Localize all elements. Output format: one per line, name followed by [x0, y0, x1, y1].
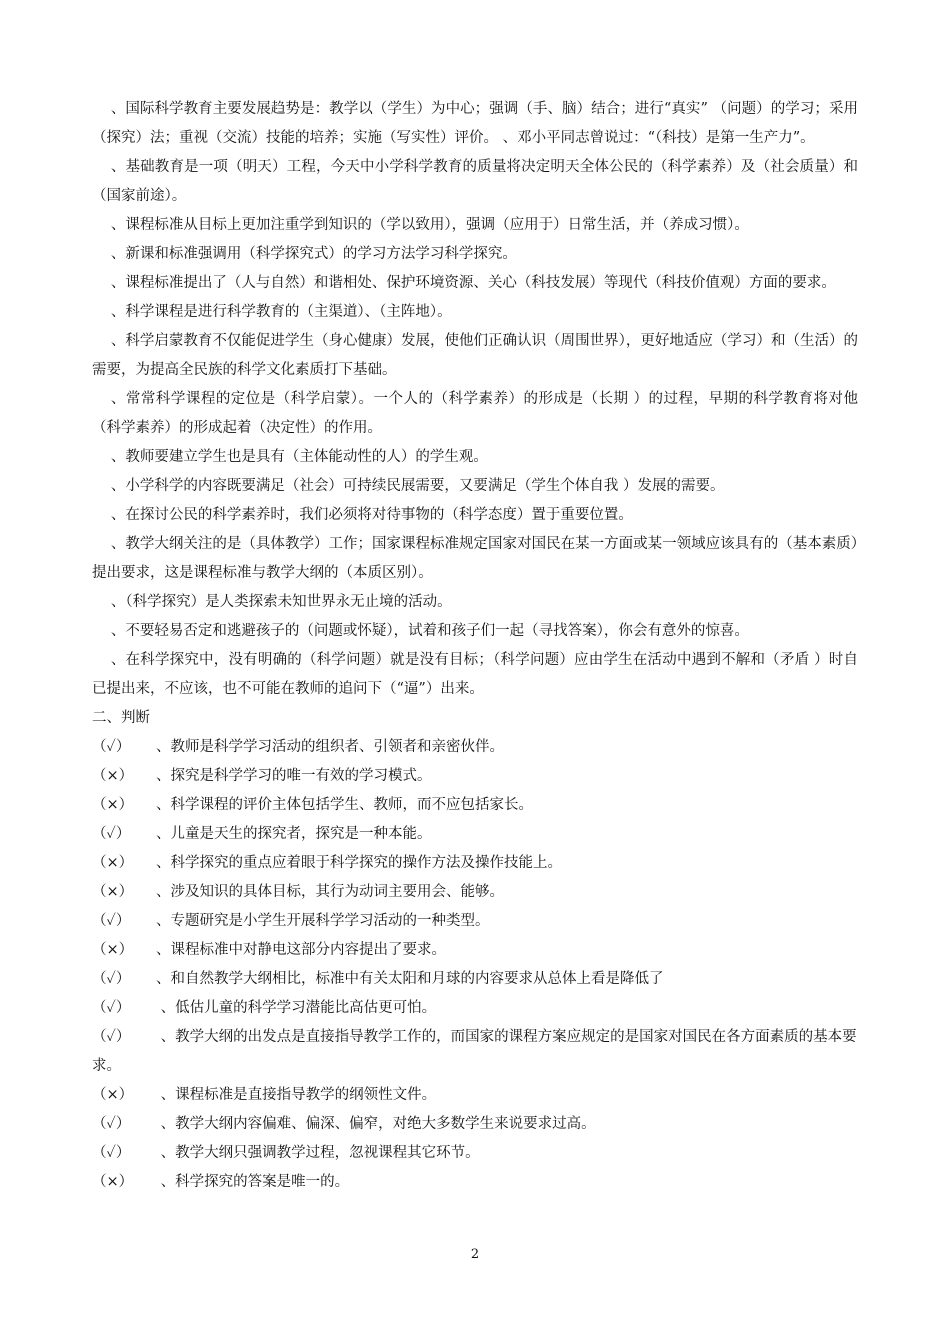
- judge-item: [92, 820, 858, 849]
- judge-mark: （✓）: [92, 826, 131, 842]
- judge-mark: （✓）: [92, 971, 131, 987]
- judge-text: 、教学大纲只强调教学过程，忽视课程其它环节。: [156, 1145, 480, 1161]
- fill-item: 、在科学探究中，没有明确的（科学问题）就是没有目标；（科学问题）应由学生在活动中遇到不解和（矛盾 ）时自已提出来，不应该，也不可能在教师的追问下（“逼”）出来。: [92, 652, 858, 697]
- fill-item: 、课程标准提出了（人与自然）和谐相处、保护环境资源、关心（科技发展）等现代（科技价值观）方面的要求。: [110, 275, 836, 291]
- fill-item: 、基础教育是一项（明天）工程，今天中小学科学教育的质量将决定明天全体公民的（科学素养）及（社会质量）和（国家前途）。: [92, 159, 858, 204]
- judge-text: 、涉及知识的具体目标，其行为动词主要用会、能够。: [156, 884, 504, 900]
- fill-item: 、在探讨公民的科学素养时，我们必须将对待事物的（科学态度）置于重要位置。: [110, 507, 633, 523]
- judge-item: [92, 907, 858, 936]
- judge-item: [92, 1168, 858, 1197]
- judge-item: [92, 994, 858, 1023]
- judge-item: [92, 936, 858, 965]
- fill-item: 、教师要建立学生也是具有（主体能动性的人）的学生观。: [110, 449, 488, 465]
- judge-item: [92, 762, 858, 791]
- judge-text: 、低估儿童的科学学习潜能比高估更可怕。: [156, 1000, 437, 1016]
- judge-item: [92, 965, 858, 994]
- judge-text: 、科学探究的答案是唯一的。: [156, 1174, 350, 1190]
- judge-mark: （×）: [92, 797, 134, 813]
- judge-text: 、儿童是天生的探究者，探究是一种本能。: [156, 826, 432, 842]
- judge-mark: （×）: [92, 884, 134, 900]
- fill-item: 、新课和标准强调用（科学探究式）的学习方法学习科学探究。: [110, 246, 517, 262]
- fill-item: 、课程标准从目标上更加注重学到知识的（学以致用），强调（应用于）日常生活，并（养成习惯）。: [110, 217, 749, 233]
- judge-mark: （✓）: [92, 1116, 131, 1132]
- judge-mark: （×）: [92, 1174, 134, 1190]
- fill-item: 、（科学探究）是人类探索未知世界永无止境的活动。: [110, 594, 452, 610]
- judge-text: 、课程标准中对静电这部分内容提出了要求。: [156, 942, 446, 958]
- judge-mark: （×）: [92, 1087, 134, 1103]
- judge-item: [92, 849, 858, 878]
- judge-text: 、教学大纲内容偏难、偏深、偏窄，对绝大多数学生来说要求过高。: [156, 1116, 596, 1132]
- judge-item: [92, 1081, 858, 1110]
- judge-text: 、探究是科学学习的唯一有效的学习模式。: [156, 768, 432, 784]
- fill-item: 、不要轻易否定和逃避孩子的（问题或怀疑），试着和孩子们一起（寻找答案），你会有意外的惊喜。: [110, 623, 749, 639]
- judge-mark: （✓）: [92, 1000, 131, 1016]
- judge-text: 、科学课程的评价主体包括学生、教师，而不应包括家长。: [156, 797, 533, 813]
- judge-mark: （✓）: [92, 1145, 131, 1161]
- fill-item: 、常常科学课程的定位是（科学启蒙）。一个人的（科学素养）的形成是（长期 ）的过程，早期的科学教育将对他（科学素养）的形成起着（决定性）的作用。: [92, 391, 858, 436]
- judge-text: 、和自然教学大纲相比，标准中有关太阳和月球的内容要求从总体上看是降低了: [156, 971, 664, 987]
- page-number: 2: [470, 1247, 480, 1262]
- judge-item: [92, 1110, 858, 1139]
- fill-item: 、教学大纲关注的是（具体教学）工作；国家课程标准规定国家对国民在某一方面或某一领域应该具有的（基本素质）提出要求，这是课程标准与教学大纲的（本质区别）。: [92, 536, 858, 581]
- fill-item: 、科学课程是进行科学教育的（主渠道）、（主阵地）。: [110, 304, 452, 320]
- judge-item: [92, 1023, 858, 1081]
- judge-item: [92, 1139, 858, 1168]
- judgement-section: [92, 733, 858, 1197]
- judge-text: 、教师是科学学习活动的组织者、引领者和亲密伙伴。: [156, 739, 504, 755]
- judge-mark: （×）: [92, 942, 134, 958]
- judge-mark: （×）: [92, 768, 134, 784]
- judge-mark: （✓）: [92, 739, 131, 755]
- judge-item: [92, 791, 858, 820]
- judge-item: [92, 878, 858, 907]
- judge-text: 、课程标准是直接指导教学的纲领性文件。: [156, 1087, 437, 1103]
- judge-mark: （✓）: [92, 1029, 131, 1045]
- fill-item: 、科学启蒙教育不仅能促进学生（身心健康）发展，使他们正确认识（周围世界），更好地适应（学习）和（生活）的需要，为提高全民族的科学文化素质打下基础。: [92, 333, 858, 378]
- judge-text: 、教学大纲的出发点是直接指导教学工作的，而国家的课程方案应规定的是国家对国民在各方面素质的基本要求。: [92, 1029, 857, 1074]
- judge-item: [92, 733, 858, 762]
- fill-in-section: [92, 95, 858, 704]
- section-title-judgement: 二、判断: [92, 710, 150, 726]
- judge-text: 、专题研究是小学生开展科学学习活动的一种类型。: [156, 913, 490, 929]
- judge-mark: （×）: [92, 855, 134, 871]
- judge-mark: （✓）: [92, 913, 131, 929]
- fill-item: 、国际科学教育主要发展趋势是：教学以（学生）为中心；强调（手、脑）结合；进行“真实” （问题）的学习；采用（探究）法；重视（交流）技能的培养；实施（写实性）评价。 、邓小平同志曾说过：“（科技）是第一生产力”。: [92, 101, 858, 146]
- fill-item: 、小学科学的内容既要满足（社会）可持续民展需要，又要满足（学生个体自我 ）发展的需要。: [110, 478, 725, 494]
- judge-text: 、科学探究的重点应着眼于科学探究的操作方法及操作技能上。: [156, 855, 562, 871]
